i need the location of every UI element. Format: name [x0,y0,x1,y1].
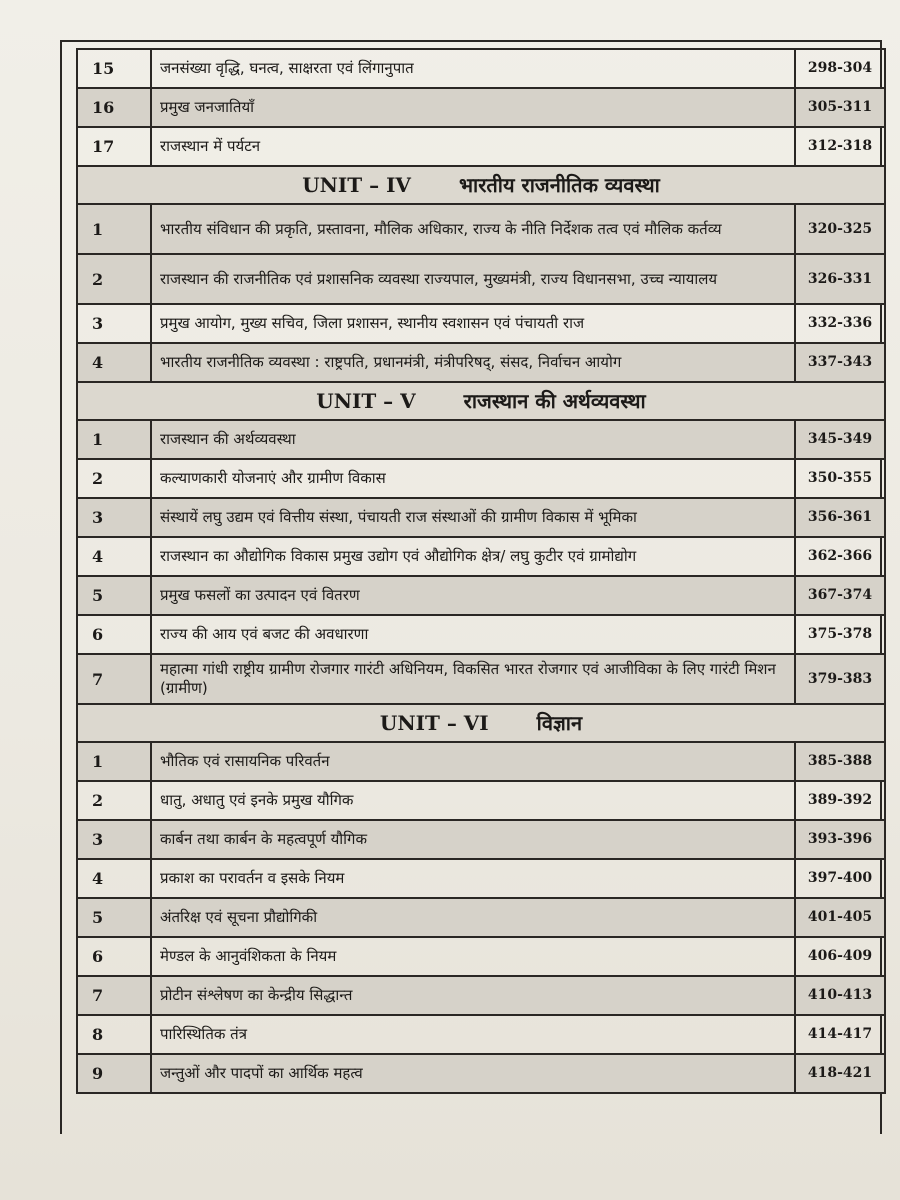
chapter-number: 4 [77,859,151,898]
page-range: 350-355 [795,459,885,498]
table-row [77,127,885,166]
chapter-number: 6 [77,615,151,654]
table-row [77,898,885,937]
chapter-title: प्रोटीन संश्लेषण का केन्द्रीय सिद्धान्त [151,976,795,1015]
chapter-number: 7 [77,976,151,1015]
table-row [77,859,885,898]
unit-header [77,166,885,204]
chapter-title: राजस्थान में पर्यटन [151,127,795,166]
table-row [77,49,885,88]
page-range: 326-331 [795,254,885,304]
chapter-title: संस्थायें लघु उद्यम एवं वित्तीय संस्था, पंचायती राज संस्थाओं की ग्रामीण विकास में भूमिका [151,498,795,537]
chapter-number: 5 [77,576,151,615]
chapter-number: 7 [77,654,151,704]
chapter-number: 16 [77,88,151,127]
table-row [77,615,885,654]
chapter-title: धातु, अधातु एवं इनके प्रमुख यौगिक [151,781,795,820]
page-range: 312-318 [795,127,885,166]
unit-header-row [77,382,885,420]
table-row [77,976,885,1015]
unit-header-row [77,166,885,204]
page-range: 385-388 [795,742,885,781]
chapter-title: महात्मा गांधी राष्ट्रीय ग्रामीण रोजगार गारंटी अधिनियम, विकसित भारत रोजगार एवं आजीविका के लिए गारंटी मिशन (ग्रामीण) [151,654,795,704]
chapter-title: राजस्थान की राजनीतिक एवं प्रशासनिक व्यवस्था राज्यपाल, मुख्यमंत्री, राज्य विधानसभा, उच्च न्यायालय [151,254,795,304]
chapter-title: कल्याणकारी योजनाएं और ग्रामीण विकास [151,459,795,498]
page-range: 393-396 [795,820,885,859]
chapter-title: प्रमुख जनजातियाँ [151,88,795,127]
unit-header [77,382,885,420]
table-row [77,1054,885,1093]
chapter-number: 3 [77,304,151,343]
page-range: 406-409 [795,937,885,976]
unit-title: भारतीय राजनीतिक व्यवस्था [458,172,660,197]
chapter-number: 4 [77,537,151,576]
page-range: 389-392 [795,781,885,820]
chapter-title: मेण्डल के आनुवंशिकता के नियम [151,937,795,976]
table-row [77,537,885,576]
chapter-title: पारिस्थितिक तंत्र [151,1015,795,1054]
chapter-number: 2 [77,459,151,498]
page-range: 367-374 [795,576,885,615]
table-row [77,654,885,704]
table-row [77,576,885,615]
table-row [77,820,885,859]
table-row [77,304,885,343]
page-range: 397-400 [795,859,885,898]
table-row [77,459,885,498]
chapter-number: 9 [77,1054,151,1093]
chapter-number: 4 [77,343,151,382]
table-row [77,498,885,537]
chapter-title: कार्बन तथा कार्बन के महत्वपूर्ण यौगिक [151,820,795,859]
table-row [77,742,885,781]
page-range: 345-349 [795,420,885,459]
chapter-number: 2 [77,254,151,304]
chapter-title: राजस्थान का औद्योगिक विकास प्रमुख उद्योग एवं औद्योगिक क्षेत्र/ लघु कुटीर एवं ग्रामोद्योग [151,537,795,576]
table-row [77,937,885,976]
page-range: 414-417 [795,1015,885,1054]
page-range: 401-405 [795,898,885,937]
chapter-title: प्रमुख आयोग, मुख्य सचिव, जिला प्रशासन, स्थानीय स्वशासन एवं पंचायती राज [151,304,795,343]
page-range: 418-421 [795,1054,885,1093]
unit-title: विज्ञान [536,710,583,735]
page-range: 356-361 [795,498,885,537]
page-range: 305-311 [795,88,885,127]
chapter-title: राज्य की आय एवं बजट की अवधारणा [151,615,795,654]
table-row [77,1015,885,1054]
page-range: 337-343 [795,343,885,382]
chapter-number: 2 [77,781,151,820]
unit-title: राजस्थान की अर्थव्यवस्था [463,388,646,413]
unit-header-row [77,704,885,742]
contents-table [76,48,886,1094]
page-range: 410-413 [795,976,885,1015]
chapter-title: जन्तुओं और पादपों का आर्थिक महत्व [151,1054,795,1093]
chapter-number: 5 [77,898,151,937]
chapter-title: राजस्थान की अर्थव्यवस्था [151,420,795,459]
table-row [77,343,885,382]
chapter-number: 3 [77,498,151,537]
chapter-title: प्रमुख फसलों का उत्पादन एवं वितरण [151,576,795,615]
table-row [77,88,885,127]
page-range: 320-325 [795,204,885,254]
page-range: 332-336 [795,304,885,343]
chapter-title: भौतिक एवं रासायनिक परिवर्तन [151,742,795,781]
page-range: 379-383 [795,654,885,704]
table-row [77,781,885,820]
page-range: 362-366 [795,537,885,576]
chapter-number: 3 [77,820,151,859]
chapter-title: प्रकाश का परावर्तन व इसके नियम [151,859,795,898]
chapter-number: 17 [77,127,151,166]
page-range: 298-304 [795,49,885,88]
chapter-title: भारतीय राजनीतिक व्यवस्था : राष्ट्रपति, प्रधानमंत्री, मंत्रीपरिषद्, संसद, निर्वाचन आयोग [151,343,795,382]
chapter-number: 1 [77,420,151,459]
unit-label: UNIT – VI [379,710,489,735]
unit-header [77,704,885,742]
chapter-number: 1 [77,204,151,254]
chapter-number: 8 [77,1015,151,1054]
chapter-title: अंतरिक्ष एवं सूचना प्रौद्योगिकी [151,898,795,937]
table-row [77,420,885,459]
chapter-number: 15 [77,49,151,88]
chapter-title: भारतीय संविधान की प्रकृति, प्रस्तावना, मौलिक अधिकार, राज्य के नीति निर्देशक तत्व एवं मौलिक कर्तव्य [151,204,795,254]
table-row [77,204,885,254]
unit-label: UNIT – IV [302,172,411,197]
table-row [77,254,885,304]
chapter-number: 1 [77,742,151,781]
page-range: 375-378 [795,615,885,654]
unit-label: UNIT – V [316,388,416,413]
chapter-title: जनसंख्या वृद्धि, घनत्व, साक्षरता एवं लिंगानुपात [151,49,795,88]
chapter-number: 6 [77,937,151,976]
